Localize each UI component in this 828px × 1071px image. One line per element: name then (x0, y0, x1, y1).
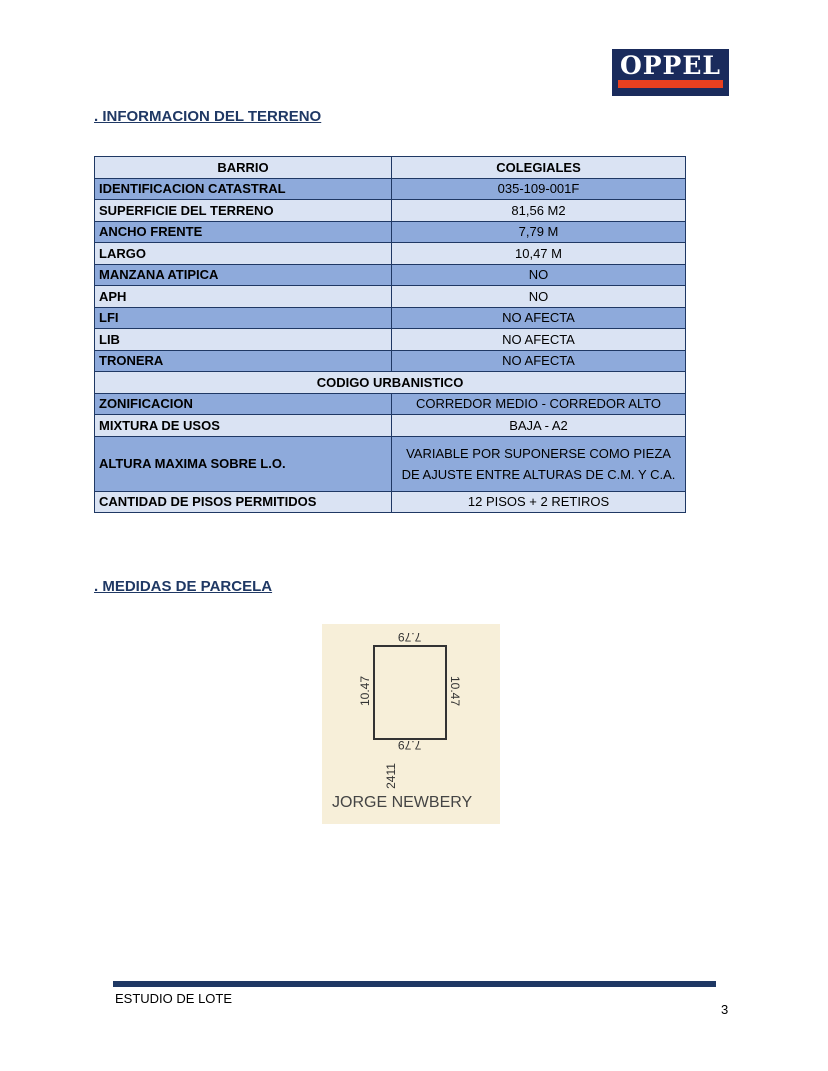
footer-rule (113, 981, 716, 987)
dim-bottom: 7.79 (398, 738, 422, 752)
table-row (95, 436, 686, 491)
parcel-plan-image (322, 624, 500, 824)
logo-text: OPPEL (619, 51, 721, 80)
value-cell: NO AFECTA (392, 329, 686, 351)
label-cell: IDENTIFICACION CATASTRAL (95, 178, 392, 200)
table-row (95, 243, 686, 265)
label-cell: SUPERFICIE DEL TERRENO (95, 200, 392, 222)
label-cell: MANZANA ATIPICA (95, 264, 392, 286)
value-cell: NO AFECTA (392, 350, 686, 372)
label-cell: LIB (95, 329, 392, 351)
logo-bar (618, 80, 723, 88)
table-row (95, 286, 686, 308)
value-cell: CORREDOR MEDIO - CORREDOR ALTO (392, 393, 686, 415)
table-row (95, 264, 686, 286)
value-cell: NO (392, 264, 686, 286)
terrain-info-table (94, 156, 686, 513)
oppel-logo (612, 49, 729, 96)
table-row (95, 178, 686, 200)
table-row (95, 221, 686, 243)
label-cell: MIXTURA DE USOS (95, 415, 392, 437)
lot-number: 2411 (383, 763, 398, 789)
footer-text: ESTUDIO DE LOTE (115, 991, 233, 1006)
value-cell: NO AFECTA (392, 307, 686, 329)
subheader-cell: CODIGO URBANISTICO (95, 372, 686, 394)
label-cell: ANCHO FRENTE (95, 221, 392, 243)
value-cell: 10,47 M (392, 243, 686, 265)
table-row (95, 200, 686, 222)
table-row (95, 350, 686, 372)
label-cell: LARGO (95, 243, 392, 265)
table-row (95, 393, 686, 415)
section-title-parcela: . MEDIDAS DE PARCELA (94, 578, 273, 595)
page-number: 3 (721, 1002, 729, 1017)
table-row (95, 329, 686, 351)
value-cell: 035-109-001F (392, 178, 686, 200)
section-title-terreno: . INFORMACION DEL TERRENO (94, 108, 322, 125)
dim-top: 7.79 (398, 630, 422, 644)
value-cell: 12 PISOS + 2 RETIROS (392, 491, 686, 513)
subheader-row (95, 372, 686, 394)
label-cell: TRONERA (95, 350, 392, 372)
table-row (95, 491, 686, 513)
street-name: JORGE NEWBERY (332, 794, 473, 811)
dim-right: 10.47 (448, 675, 463, 707)
label-cell: CANTIDAD DE PISOS PERMITIDOS (95, 491, 392, 513)
label-cell: ZONIFICACION (95, 393, 392, 415)
dim-left: 10.47 (358, 675, 373, 707)
table-row (95, 307, 686, 329)
parcel-outline (373, 645, 447, 740)
label-cell: APH (95, 286, 392, 308)
header-cell: BARRIO (95, 157, 392, 179)
header-cell: COLEGIALES (392, 157, 686, 179)
table-row (95, 415, 686, 437)
value-cell: VARIABLE POR SUPONERSE COMO PIEZA DE AJUSTE ENTRE ALTURAS DE C.M. Y C.A. (392, 436, 686, 491)
value-cell: NO (392, 286, 686, 308)
label-cell: LFI (95, 307, 392, 329)
value-cell: BAJA - A2 (392, 415, 686, 437)
value-cell: 7,79 M (392, 221, 686, 243)
value-cell: 81,56 M2 (392, 200, 686, 222)
table-header-row (95, 157, 686, 179)
label-cell: ALTURA MAXIMA SOBRE L.O. (95, 436, 392, 491)
